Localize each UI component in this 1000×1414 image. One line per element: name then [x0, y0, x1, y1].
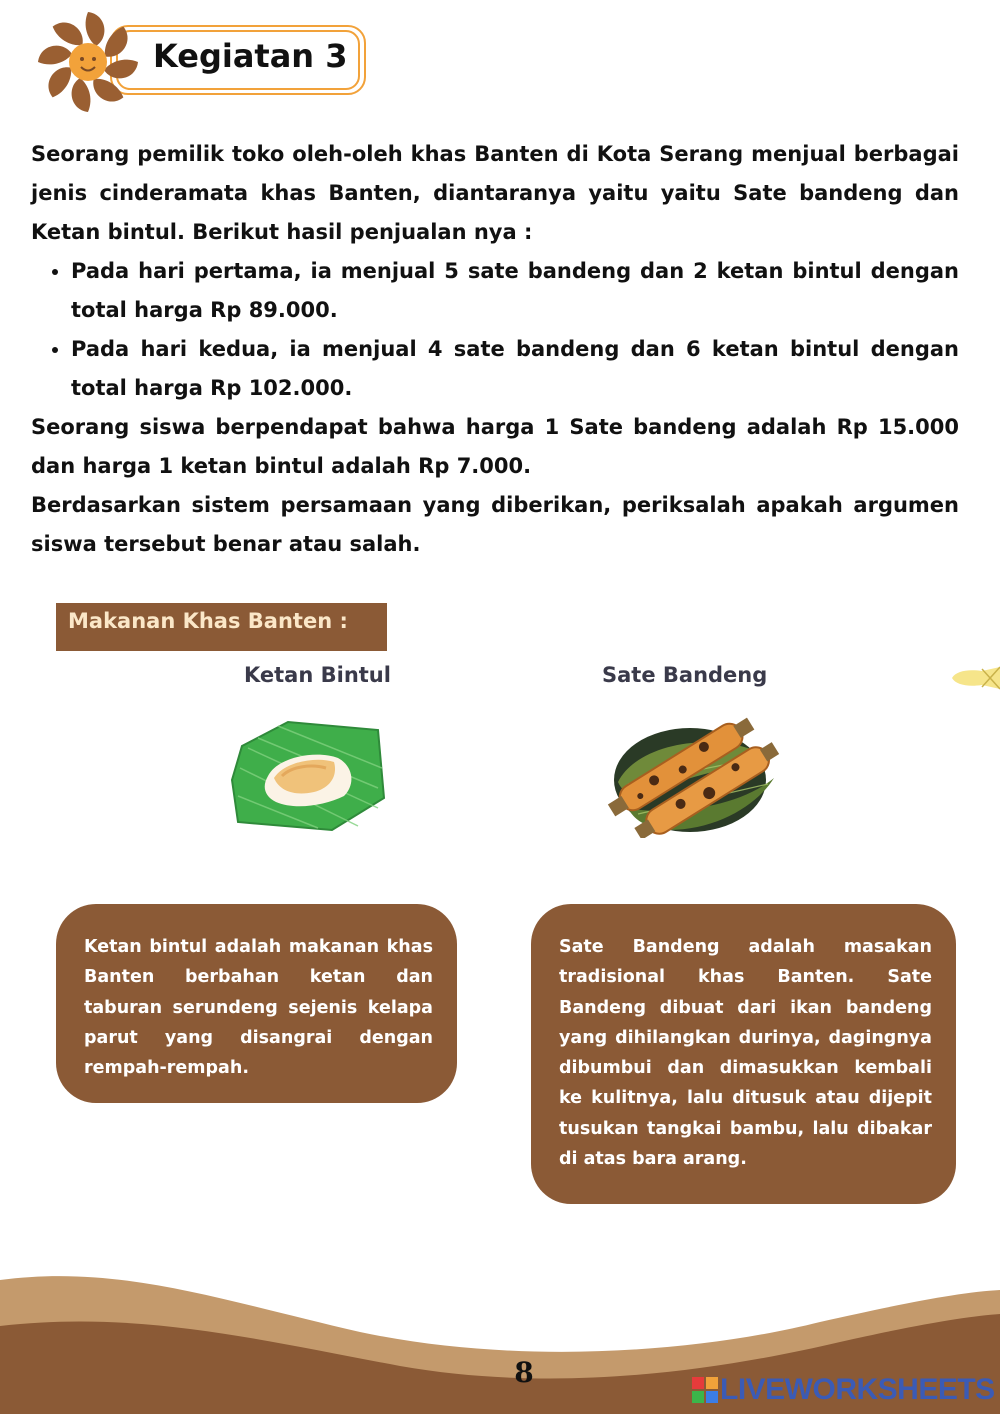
student-claim: Seorang siswa berpendapat bahwa harga 1 Sate bandeng adalah Rp 15.000 dan harga 1 ketan bintul adalah Rp 7.000.	[31, 415, 959, 478]
brand-footer[interactable]	[692, 1372, 995, 1408]
intro-paragraph: Seorang pemilik toko oleh-oleh khas Banten di Kota Serang menjual berbagai jenis cinderamata khas Banten, diantaranya yaitu yaitu Sate bandeng dan Ketan bintul. Berikut hasil penjualan nya :	[31, 142, 959, 244]
list-item: • Pada hari pertama, ia menjual 5 sate bandeng dan 2 ketan bintul dengan total harga Rp 89.000.	[71, 252, 959, 330]
page-title: Kegiatan 3	[153, 37, 348, 75]
brand-name: LIVEWORKSHEETS	[720, 1373, 995, 1406]
liveworksheets-logo-icon	[692, 1377, 718, 1403]
pencil-icon	[948, 663, 1000, 693]
description-box-sate-bandeng: Sate Bandeng adalah masakan tradisional khas Banten. Sate Bandeng dibuat dari ikan bandeng yang dihilangkan durinya, dagingnya dibumbui dan dimasukkan kembali ke kulitnya, lalu ditusuk atau dijepit tusukan tangkai bambu, lalu dibakar di atas bara arang.	[531, 904, 956, 1204]
sate-bandeng-image	[598, 712, 784, 838]
food-title-ketan-bintul: Ketan Bintul	[244, 663, 391, 687]
sales-list	[31, 252, 959, 408]
section-label: Makanan Khas Banten :	[56, 603, 387, 651]
ketan-bintul-image	[228, 718, 388, 836]
page-number: 8	[514, 1356, 534, 1389]
food-title-sate-bandeng: Sate Bandeng	[602, 663, 768, 687]
instruction-paragraph: Berdasarkan sistem persamaan yang diberikan, periksalah apakah argumen siswa tersebut benar atau salah.	[31, 493, 959, 556]
description-box-ketan-bintul: Ketan bintul adalah makanan khas Banten berbahan ketan dan taburan serundeng sejenis kelapa parut yang disangrai dengan rempah-rempah.	[56, 904, 457, 1103]
list-item: • Pada hari kedua, ia menjual 4 sate bandeng dan 6 ketan bintul dengan total harga Rp 102.000.	[71, 330, 959, 408]
problem-text	[31, 135, 959, 564]
sun-flower-icon	[28, 6, 146, 116]
